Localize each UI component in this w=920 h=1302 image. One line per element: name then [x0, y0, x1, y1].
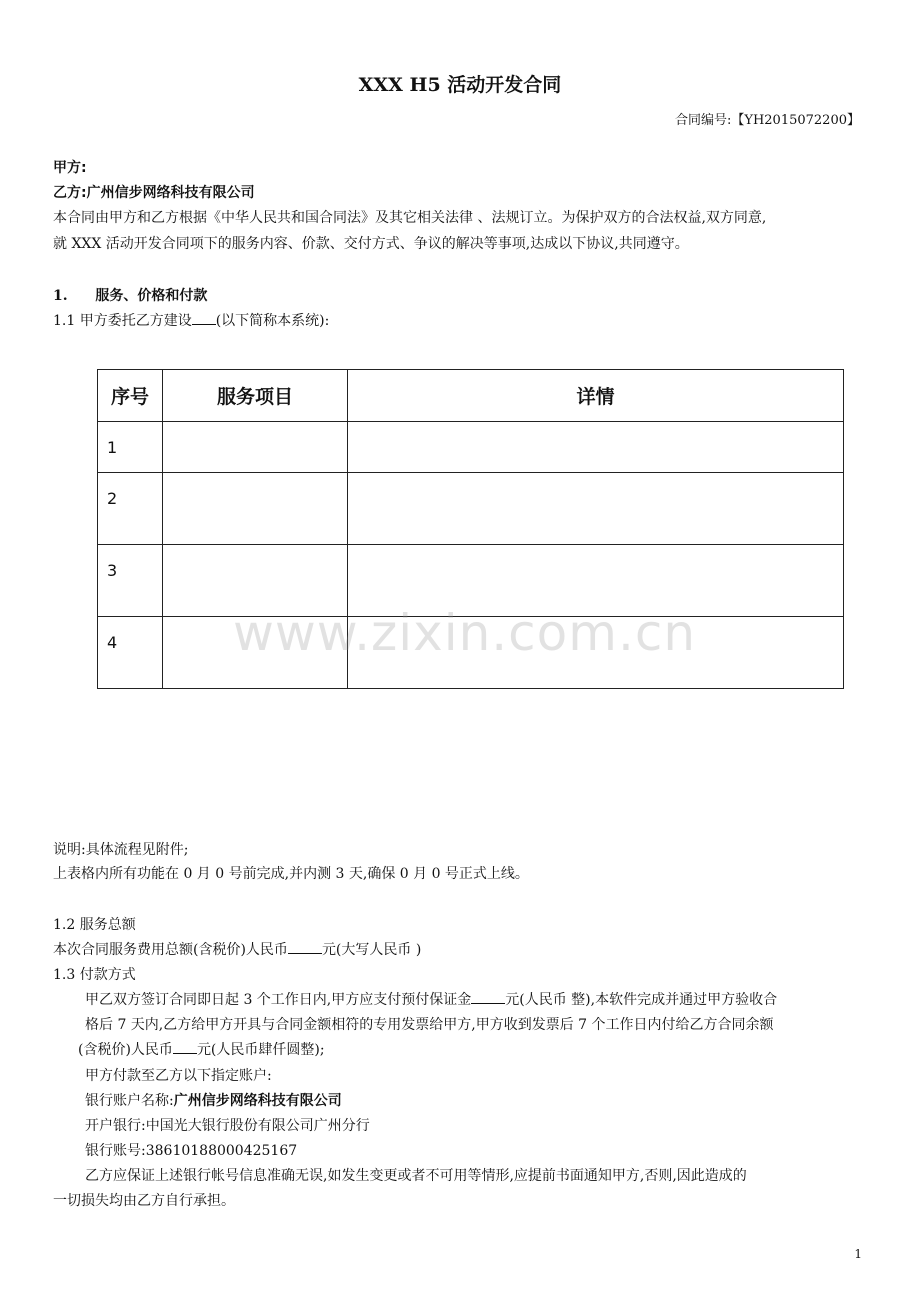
- payment-line-3: [78, 1038, 325, 1062]
- section-1-title: 服务、价格和付款: [95, 288, 208, 304]
- row-service-item: [163, 473, 348, 545]
- table-row: [98, 473, 844, 545]
- intro-line-1: 本合同由甲方和乙方根据《中华人民共和国合同法》及其它相关法律 、法规订立。为保护双方的合法权益,双方同意,: [53, 210, 767, 226]
- note-line-1: 说明:具体流程见附件;: [53, 842, 189, 858]
- header-no: 序号: [98, 370, 163, 422]
- guarantee-line-1: 乙方应保证上述银行帐号信息准确无误,如发生变更或者不可用等情形,应提前书面通知甲方,否则,因此造成的: [85, 1168, 747, 1184]
- section-1-heading: [53, 284, 207, 308]
- row-number: 2: [98, 473, 163, 545]
- system-name-blank: [192, 310, 216, 325]
- clause-1-2-text-a: 本次合同服务费用总额(含税价)人民币: [53, 942, 288, 958]
- section-1-number: 1.: [53, 288, 68, 304]
- row-service-item: [163, 422, 348, 473]
- payment-line-2: 格后 7 天内,乙方给甲方开具与合同金额相符的专用发票给甲方,甲方收到发票后 7 个工作日内付给乙方合同余额: [85, 1017, 774, 1033]
- payment-line-1: [85, 988, 777, 1012]
- account-name: [85, 1089, 342, 1113]
- payment-line-1-a: 甲乙双方签订合同即日起 3 个工作日内,甲方应支付预付保证金: [85, 992, 472, 1008]
- clause-1-1-text-b: (以下简称本系统):: [215, 313, 330, 329]
- account-intro: 甲方付款至乙方以下指定账户:: [85, 1068, 272, 1084]
- contract-number: 合同编号:【YH2015072200】: [674, 113, 860, 128]
- bank-line: 开户银行:中国光大银行股份有限公司广州分行: [85, 1118, 370, 1134]
- total-amount-blank: [288, 939, 322, 954]
- clause-1-1: [53, 309, 329, 333]
- watermark: www.zixin.com.cn: [233, 604, 697, 662]
- header-service-item: 服务项目: [163, 370, 348, 422]
- header-detail: 详情: [348, 370, 844, 422]
- document-title: XXX H5 活动开发合同: [358, 74, 562, 96]
- payment-line-3-b: 元(人民币肆仟圆整);: [196, 1042, 325, 1058]
- guarantee-line-2: 一切损失均由乙方自行承担。: [53, 1193, 235, 1209]
- party-a-label: 甲方:: [53, 160, 87, 176]
- table-row: [98, 422, 844, 473]
- row-number: 4: [98, 617, 163, 689]
- row-number: 3: [98, 545, 163, 617]
- party-b-label: 乙方:广州信步网络科技有限公司: [53, 185, 255, 201]
- row-detail: [348, 473, 844, 545]
- payment-line-3-a: (含税价)人民币: [78, 1042, 173, 1058]
- table-header-row: [98, 370, 844, 422]
- account-name-value: 广州信步网络科技有限公司: [173, 1093, 342, 1109]
- balance-amount-blank: [173, 1039, 197, 1054]
- payment-line-1-b: 元(人民币 整),本软件完成并通过甲方验收合: [505, 992, 778, 1008]
- account-name-label: 银行账户名称:: [85, 1093, 174, 1109]
- intro-line-2: 就 XXX 活动开发合同项下的服务内容、价款、交付方式、争议的解决等事项,达成以下协议,共同遵守。: [53, 236, 689, 252]
- clause-1-2-text-b: 元(大写人民币 ): [321, 942, 422, 958]
- row-number: 1: [98, 422, 163, 473]
- clause-1-1-text-a: 1.1 甲方委托乙方建设: [53, 313, 192, 329]
- account-number: 银行账号:38610188000425167: [85, 1143, 298, 1159]
- clause-1-3-title: 1.3 付款方式: [53, 967, 136, 983]
- clause-1-2-title: 1.2 服务总额: [53, 917, 136, 933]
- note-line-2: 上表格内所有功能在 0 月 0 号前完成,并内测 3 天,确保 0 月 0 号正式上线。: [53, 866, 529, 882]
- row-detail: [348, 422, 844, 473]
- deposit-amount-blank: [471, 989, 505, 1004]
- clause-1-2-text: [53, 938, 421, 962]
- page-number: 1: [854, 1247, 862, 1261]
